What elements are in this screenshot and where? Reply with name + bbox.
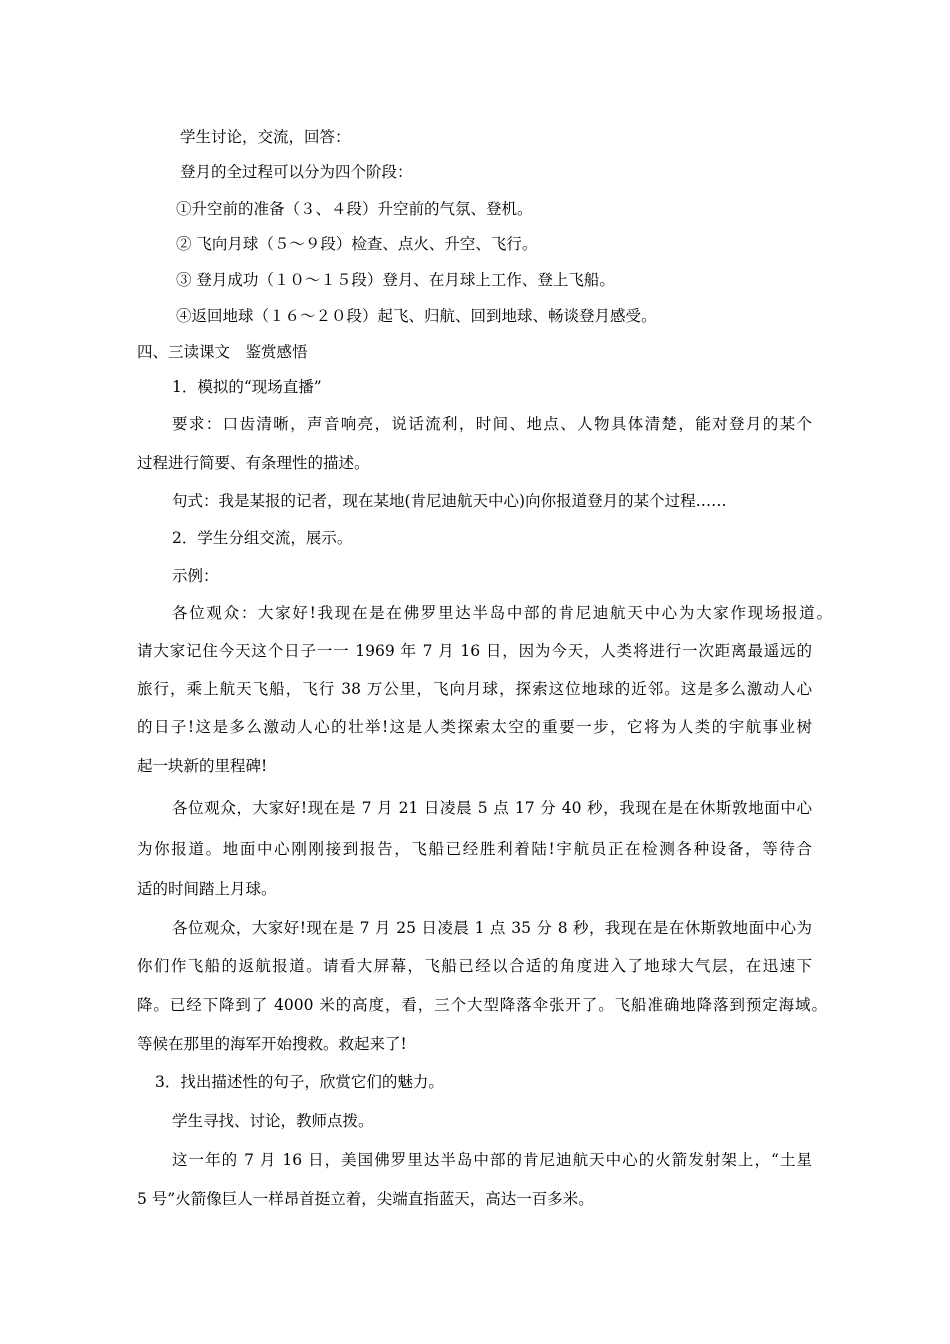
- activity-line: 学生寻找、讨论，教师点拨。: [172, 1112, 374, 1130]
- final-line-2: 5 号”火箭像巨人一样昂首挺立着，尖端直指蓝天，高达一百多米。: [137, 1190, 594, 1208]
- example-2-line-1: 各位观众，大家好!现在是 7 月 21 日凌晨 5 点 17 分 40 秒，我现在是在休斯敦地面中心: [172, 799, 812, 817]
- stage-4: ④返回地球（１６～２０段）起飞、归航、回到地球、畅谈登月感受。: [176, 307, 657, 325]
- stage-2: ② 飞向月球（５～９段）检查、点火、升空、飞行。: [176, 235, 538, 253]
- item-2: 2．学生分组交流，展示。: [172, 529, 353, 547]
- example-3-line-2: 你们作飞船的返航报道。请看大屏幕，飞船已经以合适的角度进入了地球大气层，在迅速下: [137, 957, 812, 975]
- example-2-line-3: 适的时间踏上月球。: [137, 880, 277, 898]
- example-2-line-2: 为你报道。地面中心刚刚接到报告，飞船已经胜利着陆!宇航员正在检测各种设备，等待合: [137, 840, 812, 858]
- example-1-line-1: 各位观众：大家好!我现在是在佛罗里达半岛中部的肯尼迪航天中心为大家作现场报道。: [172, 604, 832, 622]
- stages-intro: 登月的全过程可以分为四个阶段：: [180, 163, 413, 181]
- example-1-line-2: 请大家记住今天这个日子一一 1969 年 7 月 16 日，因为今天，人类将进行一次距离最遥远的: [137, 642, 812, 660]
- example-3-line-4: 等候在那里的海军开始搜救。救起来了!: [137, 1035, 407, 1053]
- requirement-line-1: 要求：口齿清晰，声音响亮，说话流利，时间、地点、人物具体清楚，能对登月的某个: [172, 415, 812, 433]
- stage-3: ③ 登月成功（１０～１５段）登月、在月球上工作、登上飞船。: [176, 271, 615, 289]
- item-1: 1．模拟的“现场直播”: [172, 378, 322, 396]
- example-label: 示例：: [172, 567, 219, 585]
- final-line-1: 这一年的 7 月 16 日，美国佛罗里达半岛中部的肯尼迪航天中心的火箭发射架上，“土星: [172, 1151, 812, 1169]
- example-1-line-4: 的日子!这是多么激动人心的壮举!这是人类探索太空的重要一步，它将为人类的宇航事业树: [137, 718, 812, 736]
- intro-line: 学生讨论，交流，回答：: [180, 128, 351, 146]
- sentence-pattern: 句式：我是某报的记者，现在某地(肯尼迪航天中心)向你报道登月的某个过程……: [172, 492, 727, 510]
- item-3: 3．找出描述性的句子，欣赏它们的魅力。: [155, 1073, 444, 1091]
- example-3-line-1: 各位观众，大家好!现在是 7 月 25 日凌晨 1 点 35 分 8 秒，我现在是在休斯敦地面中心为: [172, 919, 812, 937]
- example-1-line-5: 起一块新的里程碑!: [137, 757, 268, 775]
- stage-1: ①升空前的准备（３、４段）升空前的气氛、登机。: [176, 200, 533, 218]
- section-heading: 四、三读课文 鉴赏感悟: [137, 343, 308, 361]
- example-3-line-3: 降。已经下降到了 4000 米的高度，看，三个大型降落伞张开了。飞船准确地降落到预定海域。: [137, 996, 827, 1014]
- example-1-line-3: 旅行，乘上航天飞船，飞行 38 万公里，飞向月球，探索这位地球的近邻。这是多么激动人心: [137, 680, 812, 698]
- requirement-line-2: 过程进行简要、有条理性的描述。: [137, 454, 370, 472]
